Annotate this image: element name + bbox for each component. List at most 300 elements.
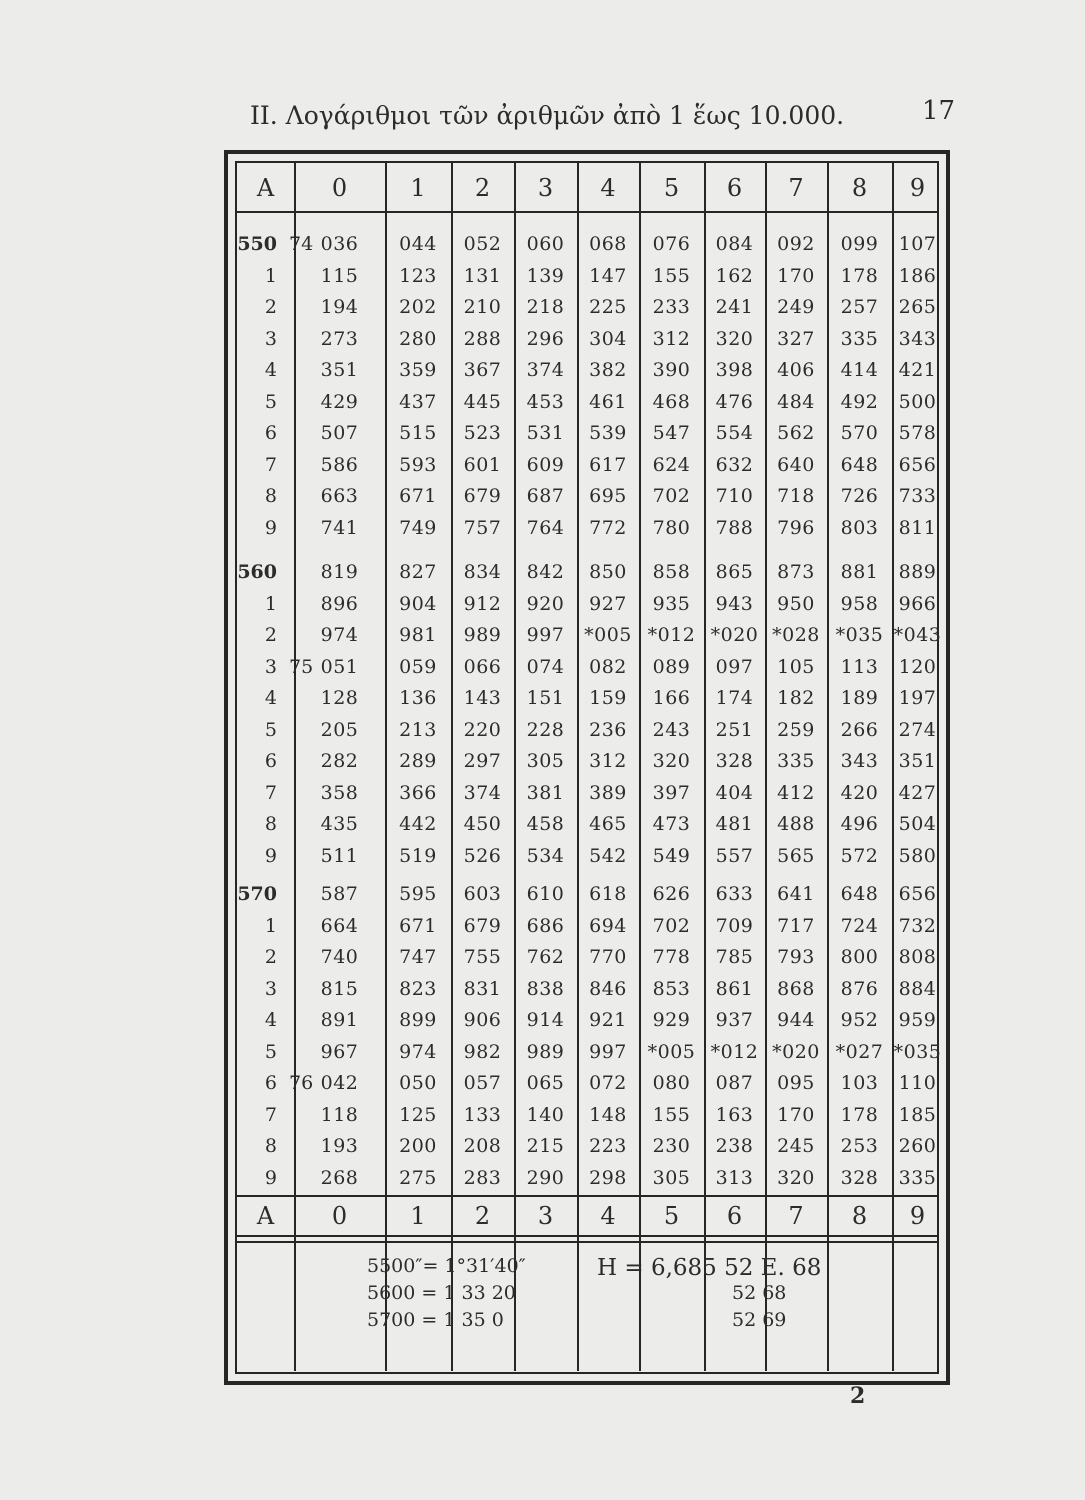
table-cell: 724 [840,914,879,937]
table-cell: 526 [463,844,502,867]
table-cell: 695 [589,485,627,507]
table-cell: 850 [589,561,627,583]
table-cell: 099 [840,233,879,255]
table-cell: 648 [840,453,879,476]
table-cell: 656 [898,883,937,905]
table-cell: 679 [463,914,502,937]
table-cell: 587 [320,883,359,905]
table-cell: 927 [589,592,627,615]
table-cell: 320 [652,750,691,772]
table-cell: 586 [320,453,359,476]
table-cell: 312 [652,327,691,350]
table-cell: 547 [652,422,691,444]
table-cell: 092 [777,233,815,255]
table-cell: 335 [777,750,815,772]
table-cell: 249 [777,296,815,318]
table-cell: 914 [526,1009,565,1031]
row-label: 560 [237,561,277,583]
table-cell: 811 [898,516,937,539]
table-cell: 531 [526,422,565,444]
table-cell: 265 [898,296,937,318]
table-cell: 343 [840,750,879,772]
table-cell: 989 [526,1040,565,1063]
row-label: 3 [264,977,277,1000]
table-cell: 764 [526,516,565,539]
row-label: 5 [264,718,277,741]
row-label: 2 [264,946,277,968]
column-footer: 4 [600,1202,616,1230]
table-cell: 442 [399,813,437,835]
row-label: 9 [264,844,277,867]
table-cell: *005 [584,624,632,646]
table-cell: 213 [399,718,437,741]
table-cell: 414 [840,359,879,381]
table-cell: 087 [715,1072,754,1094]
table-cell: 238 [715,1135,754,1157]
table-cell: 406 [777,359,815,381]
table-cell: *028 [772,624,820,646]
table-cell: 453 [526,390,565,413]
table-cell: 959 [898,1009,937,1031]
column-footer: 7 [788,1202,804,1230]
table-cell: 084 [715,233,754,255]
table-cell: 997 [589,1040,627,1063]
table-cell: 042 [320,1072,359,1094]
table-cell: 507 [320,422,359,444]
table-cell: 815 [320,977,359,1000]
table-cell: 236 [589,718,627,741]
table-cell: 233 [652,296,691,318]
row-label: 7 [264,453,277,476]
table-cell: 694 [589,914,627,937]
table-cell: 305 [652,1166,691,1189]
footer-divider [237,1241,937,1243]
table-cell: 853 [652,977,691,1000]
table-cell: 967 [320,1040,359,1063]
table-cell: 656 [898,453,937,476]
table-cell: 151 [526,687,565,709]
table-cell: 542 [589,844,627,867]
table-cell: 257 [840,296,879,318]
table-cell: 488 [777,813,815,835]
table-cell: *043 [893,624,942,646]
mantissa-main: 74 [289,233,314,255]
table-cell: 305 [526,750,565,772]
table-cell: 891 [320,1009,359,1031]
table-cell: 162 [715,264,754,287]
table-cell: 427 [898,781,937,804]
table-cell: 952 [840,1009,879,1031]
table-cell: 935 [652,592,691,615]
table-cell: 808 [898,946,937,968]
table-cell: 881 [840,561,879,583]
table-cell: 686 [526,914,565,937]
table-cell: 328 [715,750,754,772]
table-cell: 123 [399,264,437,287]
table-cell: 718 [777,485,815,507]
table-cell: 819 [320,561,359,583]
table-cell: 603 [463,883,502,905]
table-cell: 445 [463,390,502,413]
table-cell: 632 [715,453,754,476]
table-cell: 057 [463,1072,502,1094]
row-label: 1 [264,264,277,287]
table-cell: 159 [589,687,627,709]
table-cell: 080 [652,1072,691,1094]
row-label: 4 [264,1009,277,1031]
column-header: 8 [851,174,868,202]
table-cell: 060 [526,233,565,255]
table-cell: 186 [898,264,937,287]
table-cell: 120 [898,655,937,678]
table-cell: 539 [589,422,627,444]
column-footer: 1 [410,1202,426,1230]
footer-time-equivalent: 5700 = 1 35 0 [367,1309,504,1331]
table-cell: 772 [589,516,627,539]
table-cell: 793 [777,946,815,968]
table-cell: 225 [589,296,627,318]
row-label: 2 [264,296,277,318]
bottom-header-divider-top [237,1195,937,1197]
table-cell: 709 [715,914,754,937]
table-cell: 358 [320,781,359,804]
table-cell: 139 [526,264,565,287]
row-label: 7 [264,1103,277,1126]
table-cell: 327 [777,327,815,350]
table-cell: 565 [777,844,815,867]
table-cell: 997 [526,624,565,646]
table-cell: 320 [715,327,754,350]
table-cell: 468 [652,390,691,413]
table-cell: 404 [715,781,754,804]
table-cell: 500 [898,390,937,413]
table-cell: 580 [898,844,937,867]
table-cell: 884 [898,977,937,1000]
table-cell: 245 [777,1135,815,1157]
column-header: 1 [410,174,426,202]
table-cell: 966 [898,592,937,615]
table-cell: 873 [777,561,815,583]
table-cell: 906 [463,1009,502,1031]
table-cell: 554 [715,422,754,444]
table-cell: 671 [399,914,437,937]
table-cell: 796 [777,516,815,539]
table-cell: 107 [898,233,937,255]
table-cell: 671 [399,485,437,507]
mantissa-main: 75 [289,655,314,678]
table-cell: 359 [399,359,437,381]
table-cell: 770 [589,946,627,968]
table-cell: 381 [526,781,565,804]
table-cell: 429 [320,390,359,413]
row-label: 550 [237,233,277,255]
row-label: 1 [264,592,277,615]
table-cell: 059 [399,655,437,678]
table-cell: 082 [589,655,627,678]
table-cell: 266 [840,718,879,741]
table-cell: 193 [320,1135,359,1157]
table-cell: 351 [320,359,359,381]
table-cell: 260 [898,1135,937,1157]
table-cell: 610 [526,883,565,905]
page-header: II. Λογάριθμοι τῶν ἀριθμῶν ἀπὸ 1 ἕως 10.000. [250,101,845,130]
table-cell: 741 [320,516,359,539]
row-label: 5 [264,1040,277,1063]
table-cell: 904 [399,592,437,615]
table-cell: 296 [526,327,565,350]
table-cell: 982 [463,1040,502,1063]
table-cell: 921 [589,1009,627,1031]
table-cell: 578 [898,422,937,444]
table-cell: 757 [463,516,502,539]
column-footer: 5 [663,1202,680,1230]
table-cell: 562 [777,422,815,444]
column-header: 4 [600,174,616,202]
table-cell: 268 [320,1166,359,1189]
table-cell: 125 [399,1103,437,1126]
row-label: 8 [264,485,277,507]
table-cell: 288 [463,327,502,350]
table-cell: 929 [652,1009,691,1031]
table-cell: 143 [463,687,502,709]
table-cell: 289 [399,750,437,772]
column-footer: 8 [851,1202,868,1230]
table-cell: *020 [710,624,759,646]
column-header: 7 [788,174,804,202]
table-cell: 785 [715,946,754,968]
table-cell: 626 [652,883,691,905]
table-cell: 194 [320,296,359,318]
table-cell: 178 [840,1103,879,1126]
table-cell: 747 [399,946,437,968]
footer-constant: H = 6,685 52 E. 68 [597,1255,822,1281]
table-cell: 313 [715,1166,754,1189]
table-cell: 044 [399,233,437,255]
table-cell: 170 [777,264,815,287]
row-label: 4 [264,687,277,709]
row-label: 2 [264,624,277,646]
table-cell: 052 [463,233,502,255]
column-footer: 9 [909,1202,926,1230]
row-label: 3 [264,327,277,350]
table-cell: 097 [715,655,754,678]
table-cell: 074 [526,655,565,678]
column-header: 0 [331,174,348,202]
table-cell: 679 [463,485,502,507]
row-label: 3 [264,655,277,678]
table-cell: 298 [589,1166,627,1189]
column-footer: 3 [537,1202,554,1230]
table-cell: 740 [320,946,359,968]
table-cell: 511 [320,844,359,867]
table-cell: 273 [320,327,359,350]
table-cell: 481 [715,813,754,835]
table-cell: *027 [835,1040,884,1063]
table-cell: 435 [320,813,359,835]
table-cell: 398 [715,359,754,381]
table-cell: 484 [777,390,815,413]
row-label: 7 [264,781,277,804]
table-cell: 131 [463,264,502,287]
table-cell: 065 [526,1072,565,1094]
table-cell: 842 [526,561,565,583]
table-cell: 163 [715,1103,754,1126]
table-cell: 312 [589,750,627,772]
table-cell: 136 [399,687,437,709]
table-cell: 110 [898,1072,937,1094]
table-cell: 320 [777,1166,815,1189]
table-cell: 726 [840,485,879,507]
table-cell: 118 [320,1103,359,1126]
table-cell: 595 [399,883,437,905]
column-footer: 2 [474,1202,491,1230]
table-cell: 617 [589,453,627,476]
column-footer: 0 [331,1202,348,1230]
table-cell: 128 [320,687,359,709]
table-cell: 912 [463,592,502,615]
footer-value: 52 69 [732,1309,787,1331]
table-cell: 570 [840,422,879,444]
table-cell: 148 [589,1103,627,1126]
table-cell: 066 [463,655,502,678]
table-cell: 095 [777,1072,815,1094]
table-cell: 274 [898,718,937,741]
table-cell: 343 [898,327,937,350]
table-cell: 205 [320,718,359,741]
table-cell: 702 [652,485,691,507]
table-cell: 458 [526,813,565,835]
table-cell: 140 [526,1103,565,1126]
table-cell: 397 [652,781,691,804]
table-cell: 197 [898,687,937,709]
table-cell: 228 [526,718,565,741]
table-cell: 421 [898,359,937,381]
table-cell: 374 [526,359,565,381]
table-cell: *012 [710,1040,759,1063]
table-cell: 113 [840,655,879,678]
table-cell: 717 [777,914,815,937]
row-label: 6 [264,750,277,772]
table-cell: 838 [526,977,565,1000]
table-cell: 450 [463,813,502,835]
table-cell: 185 [898,1103,937,1126]
header-divider [237,211,937,213]
table-cell: 297 [463,750,502,772]
table-cell: 710 [715,485,754,507]
table-cell: 189 [840,687,879,709]
table-cell: 889 [898,561,937,583]
table-cell: 762 [526,946,565,968]
table-cell: 534 [526,844,565,867]
table-cell: 989 [463,624,502,646]
row-label: 8 [264,1135,277,1157]
table-cell: 208 [463,1135,502,1157]
table-cell: 115 [320,264,359,287]
table-cell: 519 [399,844,437,867]
table-cell: 624 [652,453,691,476]
table-cell: 283 [463,1166,502,1189]
table-cell: 328 [840,1166,879,1189]
table-cell: 133 [463,1103,502,1126]
column-footer: 6 [726,1202,743,1230]
row-label: 4 [264,359,277,381]
column-footer: A [256,1202,275,1230]
table-cell: 943 [715,592,754,615]
table-cell: 496 [840,813,879,835]
table-cell: 182 [777,687,815,709]
table-cell: 593 [399,453,437,476]
table-cell: *020 [772,1040,820,1063]
table-cell: 641 [777,883,815,905]
table-cell: 465 [589,813,627,835]
table-cell: 523 [463,422,502,444]
table-cell: 076 [652,233,691,255]
table-cell: 572 [840,844,879,867]
table-cell: 515 [399,422,437,444]
table-cell: 920 [526,592,565,615]
table-cell: 755 [463,946,502,968]
table-cell: 051 [320,655,359,678]
row-label: 1 [264,914,277,937]
footer-time-equivalent: 5600 = 1 33 20 [367,1282,516,1304]
table-cell: 215 [526,1135,565,1157]
table-cell: 549 [652,844,691,867]
table-cell: 089 [652,655,691,678]
row-label: 9 [264,516,277,539]
table-cell: 937 [715,1009,754,1031]
table-cell: 367 [463,359,502,381]
table-cell: 178 [840,264,879,287]
table-cell: 557 [715,844,754,867]
footer-time-equivalent: 5500″= 1°31′40″ [367,1255,526,1277]
table-cell: 072 [589,1072,627,1094]
row-label: 6 [264,1072,277,1094]
table-cell: 412 [777,781,815,804]
table-cell: 868 [777,977,815,1000]
table-cell: 461 [589,390,627,413]
logarithm-table [224,150,950,1385]
table-cell: 778 [652,946,691,968]
table-cell: 944 [777,1009,815,1031]
table-cell: 036 [320,233,359,255]
table-cell: 974 [320,624,359,646]
table-cell: 800 [840,946,879,968]
column-header: 5 [663,174,680,202]
table-cell: 280 [399,327,437,350]
table-cell: 170 [777,1103,815,1126]
table-cell: 210 [463,296,502,318]
table-cell: 174 [715,687,754,709]
table-cell: 389 [589,781,627,804]
table-cell: 958 [840,592,879,615]
table-cell: 476 [715,390,754,413]
table-cell: 827 [399,561,437,583]
table-cell: 382 [589,359,627,381]
table-cell: 492 [840,390,879,413]
table-cell: 437 [399,390,437,413]
table-cell: 981 [399,624,437,646]
table-cell: 640 [777,453,815,476]
table-cell: 831 [463,977,502,1000]
row-label: 5 [264,390,277,413]
table-cell: 105 [777,655,815,678]
table-cell: 243 [652,718,691,741]
table-cell: 618 [589,883,627,905]
table-cell: 230 [652,1135,691,1157]
table-cell: 147 [589,264,627,287]
table-cell: 335 [898,1166,937,1189]
table-cell: 068 [589,233,627,255]
